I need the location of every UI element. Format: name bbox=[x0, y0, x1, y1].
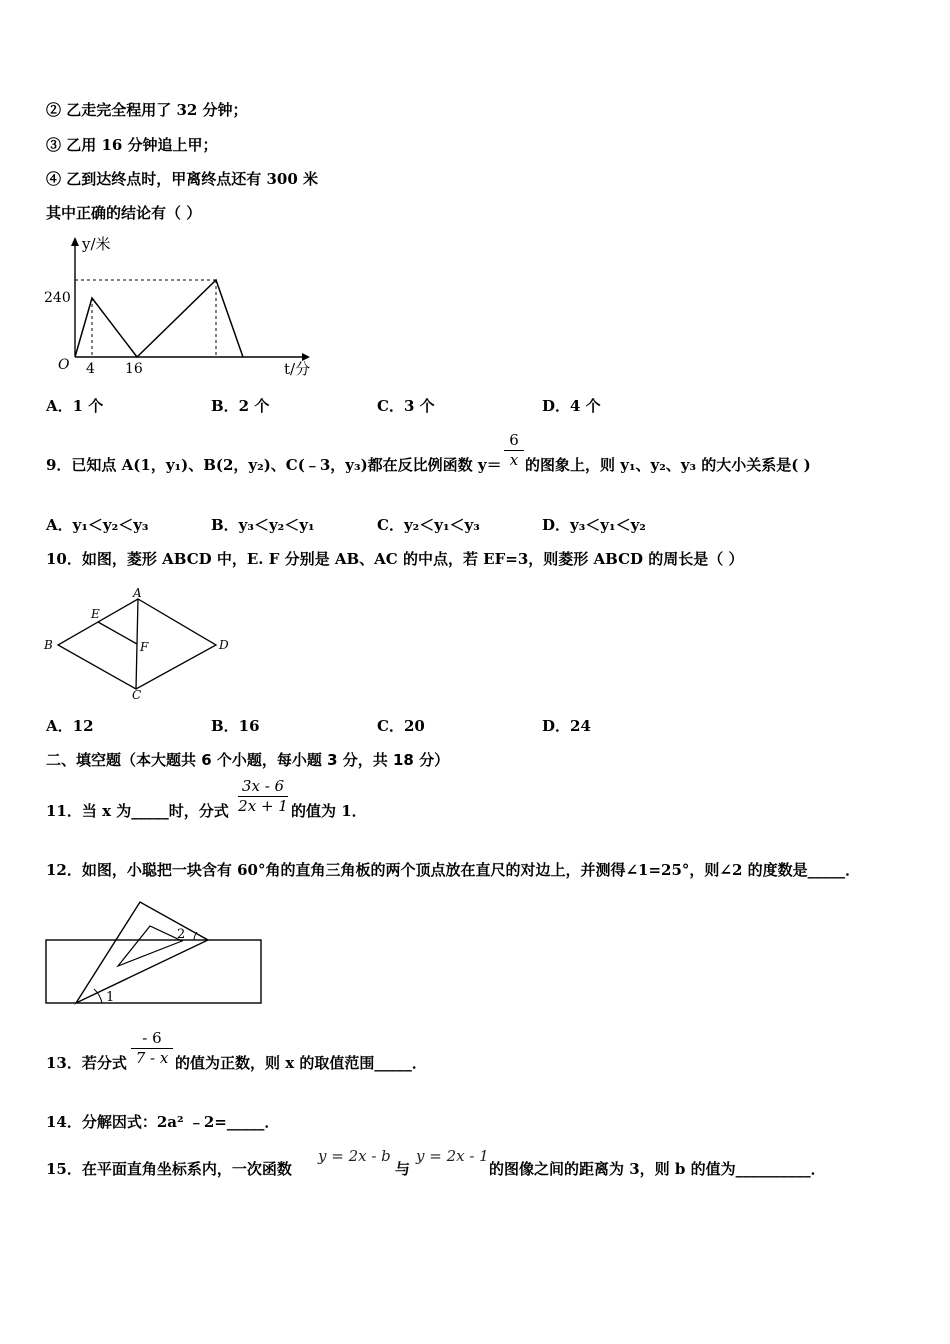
q9-stem-after: 的图象上，则 y₁、y₂、y₃ 的大小关系是( ) bbox=[525, 456, 811, 474]
q9-stem-before: 9．已知点 A(1，y₁)、B(2，y₂)、C(﹣3，y₃)都在反比例函数 y＝ bbox=[46, 456, 502, 474]
y-tick-240: 240 bbox=[44, 290, 71, 306]
section-2-title: 二、填空题（本大题共 6 个小题，每小题 3 分，共 18 分） bbox=[46, 751, 450, 769]
q10-option-d: D．24 bbox=[542, 717, 591, 735]
x-tick-4: 4 bbox=[86, 361, 95, 377]
x-tick-16: 16 bbox=[125, 361, 143, 377]
q9-frac-den: x bbox=[509, 451, 519, 469]
angle-1-label: 1 bbox=[106, 990, 115, 1005]
q8-option-d: D．4 个 bbox=[542, 397, 601, 415]
label-e: E bbox=[91, 607, 100, 621]
q8-conclusion-2: ② 乙走完全程用了 32 分钟； bbox=[46, 101, 248, 119]
y-axis-arrow bbox=[71, 237, 79, 246]
q8-conclusion-3: ③ 乙用 16 分钟追上甲； bbox=[46, 136, 218, 154]
q9-option-a: A．y₁＜y₂＜y₃ bbox=[46, 516, 149, 534]
label-a: A bbox=[133, 586, 142, 600]
q14-text: 14．分解因式：2a² ﹣2=_____． bbox=[46, 1113, 280, 1131]
label-b: B bbox=[44, 638, 53, 652]
q9-option-b: B．y₃＜y₂＜y₁ bbox=[211, 516, 315, 534]
x-axis-label: t/分 bbox=[284, 360, 311, 378]
q8-option-b: B．2 个 bbox=[211, 397, 270, 415]
q9-option-c: C．y₂＜y₁＜y₃ bbox=[377, 516, 480, 534]
triangle-outer bbox=[76, 902, 208, 1003]
q10-stem: 10．如图，菱形 ABCD 中，E. F 分别是 AB、AC 的中点，若 EF=3，则菱形 ABCD 的周长是（ ） bbox=[46, 550, 744, 568]
q15-function-1: y = 2x - b bbox=[318, 1147, 391, 1165]
q15-after: 的图像之间的距离为 3，则 b 的值为__________． bbox=[489, 1160, 826, 1178]
angle-2-label: 2 bbox=[177, 927, 186, 942]
q10-rhombus-figure bbox=[40, 585, 240, 700]
q11-fraction bbox=[238, 776, 288, 815]
q9-frac-num: 6 bbox=[509, 431, 519, 449]
q8-option-c: C．3 个 bbox=[377, 397, 435, 415]
q13-after: 的值为正数，则 x 的取值范围_____． bbox=[175, 1054, 427, 1072]
q8-prompt: 其中正确的结论有（ ） bbox=[46, 204, 202, 222]
q13-frac-num: - 6 bbox=[142, 1029, 162, 1047]
q11-after: 的值为 1． bbox=[291, 802, 367, 820]
q13-frac-den: 7 - x bbox=[135, 1049, 169, 1067]
q8-conclusion-4: ④ 乙到达终点时，甲离终点还有 300 米 bbox=[46, 170, 318, 188]
origin-label: O bbox=[58, 357, 70, 373]
ruler bbox=[46, 940, 261, 1003]
triangle-inner bbox=[118, 926, 182, 966]
q8-option-a: A．1 个 bbox=[46, 397, 104, 415]
q10-option-c: C．20 bbox=[377, 717, 425, 735]
q12-ruler-triangle-figure bbox=[40, 893, 270, 1011]
q12-stem: 12．如图，小聪把一块含有 60°角的直角三角板的两个顶点放在直尺的对边上，并测得∠1=25°，则∠2 的度数是_____． bbox=[46, 861, 861, 879]
label-d: D bbox=[219, 638, 229, 652]
label-f: F bbox=[140, 640, 149, 654]
q11-frac-num: 3x - 6 bbox=[241, 777, 285, 795]
q8-distance-time-graph bbox=[40, 232, 320, 382]
segment-ef bbox=[98, 622, 137, 644]
q9-option-d: D．y₃＜y₁＜y₂ bbox=[542, 516, 646, 534]
q10-option-a: A．12 bbox=[46, 717, 94, 735]
q11-frac-den: 2x + 1 bbox=[238, 797, 288, 815]
q15-function-2: y = 2x - 1 bbox=[416, 1147, 489, 1165]
label-c: C bbox=[132, 688, 142, 700]
q15-mid: 与 bbox=[395, 1160, 411, 1178]
q15-before: 15．在平面直角坐标系内，一次函数 bbox=[46, 1160, 292, 1178]
q11-before: 11．当 x 为_____时，分式 bbox=[46, 802, 229, 820]
q13-fraction bbox=[131, 1028, 173, 1067]
q13-before: 13．若分式 bbox=[46, 1054, 127, 1072]
y-axis-label: y/米 bbox=[82, 235, 111, 253]
q9-fraction bbox=[504, 430, 524, 469]
q10-option-b: B．16 bbox=[211, 717, 260, 735]
distance-curve bbox=[75, 280, 243, 357]
